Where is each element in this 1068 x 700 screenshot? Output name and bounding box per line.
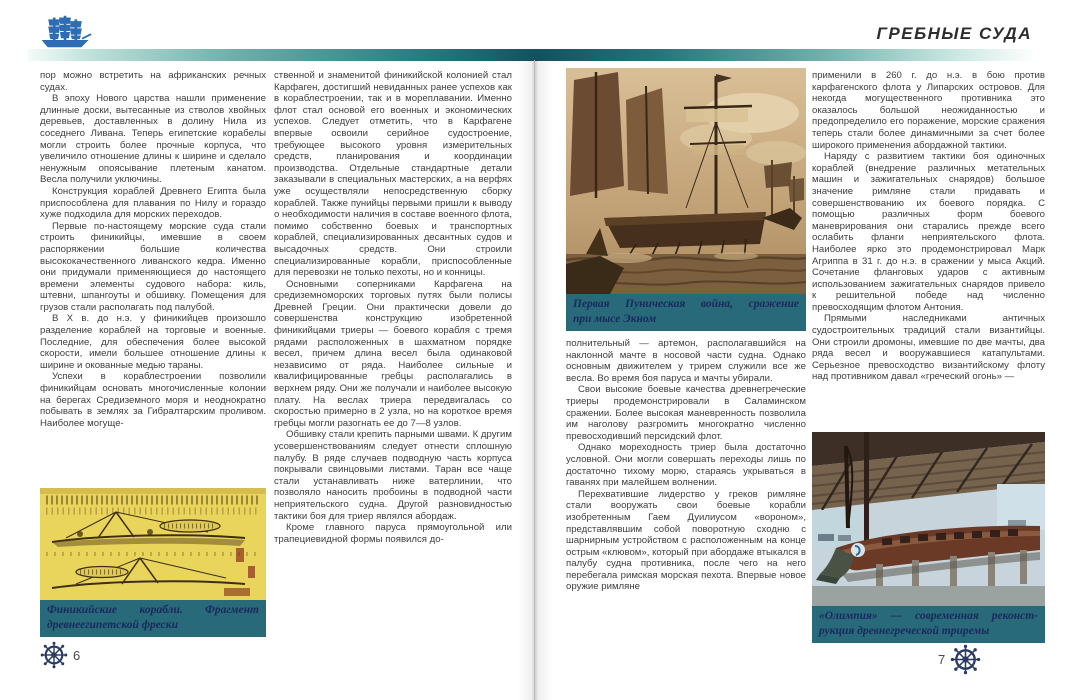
- caption-line: «Олимпия» — современная реконст-: [819, 610, 1038, 622]
- paragraph: В эпоху Нового царства нашли применение длинные доски, вытесанные из стволов хвойных деревьев, доставленных в долину Нила из соседнего Ливана. Теперь египетские корабелы могли строить более прочные корпуса, что увеличило отношение длины к ширине и сделало ненужным опоясывание плетеным канатом. Весла получили уключины.: [40, 93, 266, 186]
- page-number-right: 7: [938, 652, 946, 667]
- right-page-column-1: [566, 338, 806, 638]
- paragraph: Прямыми наследниками античных судостроительных традиций стали византийцы. Они строили дромоны, имевшие по две мачты, два ряда весел и вооружавшиеся катапультами. Серьезное превосходство византийскому флоту над противником давал «греческий огонь» —: [812, 313, 1045, 383]
- fresco-caption: [40, 600, 266, 637]
- paragraph: Наряду с развитием тактики боя одиночных кораблей (внедрение различных метательных машин и зажигательных снарядов) большое значение римляне стали придавать и совершенствованию их боевого порядка. С помощью различных форм боевого маневрирования они старались прежде всего ослабить фланги неприятельского флота. Наиболее ярко это продемонстрировал Марк Агриппа в 31 г. до н.э. в сражении у мыса Акций. Сочетание фланговых ударов с активным использованием зажигательных снарядов привело к решительной победе над численно превосходящим флотом Антония.: [812, 151, 1045, 313]
- paragraph: Обшивку стали крепить парными швами. К другим усовершенствованиям следует отнести сплошную палубу. В ряде случаев подводную часть корпуса покрывали свинцовыми листами. Таран все чаще стали устанавливать ниже ватерлинии, что позволяло наносить пробоины в подводной части неприятельского судна. Другой разновидностью тактики боя для триер являлся абордаж.: [274, 429, 512, 522]
- paragraph: Основными соперниками Карфагена на средиземноморских торговых путях были полисы Древней Греции. Они практически довели до совершенства конструкцию изобретенной финикийцами триеры — боевого корабля с тремя рядами расположенных в шахматном порядке весел, причем длина весел была одинаковой независимо от ряда. Наиболее сильные и квалифицированные гребцы располагались в верхнем ряду. Они же получали и наиболее высокую плату. На веслах триера передвигалась со скоростью примерно в 2 узла, но на короткое время гребцы могли разогнать ее до 7—8 узлов.: [274, 278, 512, 429]
- paragraph: пор можно встретить на африканских речных судах.: [40, 70, 266, 93]
- book-gutter-line: [534, 60, 535, 700]
- fresco-figure: [40, 488, 266, 637]
- paragraph: Свои высокие боевые качества древнегреческие триеры продемонстрировали в Саламинском сражении. Более высокая маневренность позволила им наголову разгромить многократно численно превосходивший персидский флот.: [566, 384, 806, 442]
- olympia-figure: [812, 432, 1045, 643]
- ship-wheel-icon: [40, 641, 68, 669]
- paragraph: Успехи в кораблестроении позволили финикийцам основать многочисленные колонии на берегах Средиземного моря и неоднократно побывать в землях за Гибралтарским проливом. Наиболее могуще-: [40, 371, 266, 429]
- left-page-column-2: [274, 70, 512, 654]
- phoenician-fresco-image: [40, 488, 266, 600]
- punic-battle-image: [566, 68, 806, 294]
- paragraph: полнительный — артемон, располагавшийся на наклонной мачте в носовой части судна. Однако основным движителем у трирем служили все же весла. Во время боя паруса и мачты убирали.: [566, 338, 806, 384]
- ship-wheel-icon: [950, 644, 981, 675]
- caption-line: древнеегипетской фрески: [47, 619, 179, 631]
- paragraph: применили в 260 г. до н.э. в бою против карфагенского флота у Липарских островов. Для некогда могущественного противника это оказалось большой неожиданностью и предопределило его поражение, морские сражения теперь стали более динамичными за счет более широкого применения абордажной тактики.: [812, 70, 1045, 151]
- punic-caption: [566, 294, 806, 331]
- caption-line: при мысе Экном: [573, 313, 657, 325]
- paragraph: Конструкция кораблей Древнего Египта была приспособлена для плавания по Нилу и гораздо хуже подходила для морских переходов.: [40, 185, 266, 221]
- left-page-column-1: [40, 70, 266, 484]
- caption-line: Первая Пуническая война, сражение: [573, 298, 799, 310]
- paragraph: В X в. до н.э. у финикийцев произошло разделение кораблей на торговые и военные. Последние, для обеспечения более высокой скорости, имели большее отношение длины к ширине и окованные медью тараны.: [40, 313, 266, 371]
- olympia-caption: [812, 606, 1045, 643]
- olympia-trireme-image: [812, 432, 1045, 606]
- right-page-footer: [938, 644, 981, 675]
- left-page-footer: [40, 641, 80, 669]
- caption-line: рукция древнегреческой триремы: [819, 625, 990, 637]
- paragraph: ственной и знаменитой финикийской колонией стал Карфаген, достигший невиданных ранее успехов как в кораблестроении, так и в мореплавании. Именно флот стал основой его военных и экономических успехов. Следует отметить, что в Карфагене впервые освоили серийное судостроение, требующее высокого уровня измерительных средств, планирования и координации производства. Отдельные стандартные детали заказывали в специальных мастерских, а на верфях уже осуществляли непосредственную сборку кораблей. Также пунийцы первыми пришли к выводу о необходимости наличия в составе военного флота, помимо собственно боевых и транспортных кораблей, специализированных десантных судов и высадочных средств. Они строили специализированные корабли, приспособленные для перевозки не только пехоты, но и конницы.: [274, 70, 512, 279]
- caption-line: Финикийские корабли. Фрагмент: [47, 604, 259, 616]
- sailing-ship-icon: [38, 13, 92, 50]
- right-page-column-2: [812, 70, 1045, 428]
- paragraph: Однако мореходность триер была достаточно условной. Они могли совершать переходы лишь по достаточно тихому морю, стараясь укрываться в гаванях при малейшем волнении.: [566, 442, 806, 489]
- book-gutter-shadow: [517, 60, 553, 700]
- header-ship-logo: [38, 13, 92, 50]
- paragraph: Кроме главного паруса прямоугольной или трапециевидной формы появился до-: [274, 522, 512, 545]
- paragraph: Перехватившие лидерство у греков римляне стали вооружать свои боевые корабли изобретенным Гаем Дуилиусом «вороном», представлявшим собой поворотную сходню с шарнирным устройством с расположенным на конце острым «клювом», который при абордаже втыкался в палубу судна противника, после чего на него перебегала римская морская пехота. Впервые новое оружие римляне: [566, 488, 806, 593]
- page-number-left: 6: [73, 647, 81, 663]
- paragraph: Первые по-настоящему морские суда стали строить финикийцы, имевшие в своем распоряжении большие количества высококачественного ливанского кедра. Именно они придумали применяющиеся до настоящего времени элементы судового набора: киль, штевни, шпангоуты и обшивку. Помещения для грузов стали располагать под палубой.: [40, 220, 266, 313]
- page-title: ГРЕБНЫЕ СУДА: [876, 24, 1032, 43]
- punic-battle-figure: [566, 68, 806, 638]
